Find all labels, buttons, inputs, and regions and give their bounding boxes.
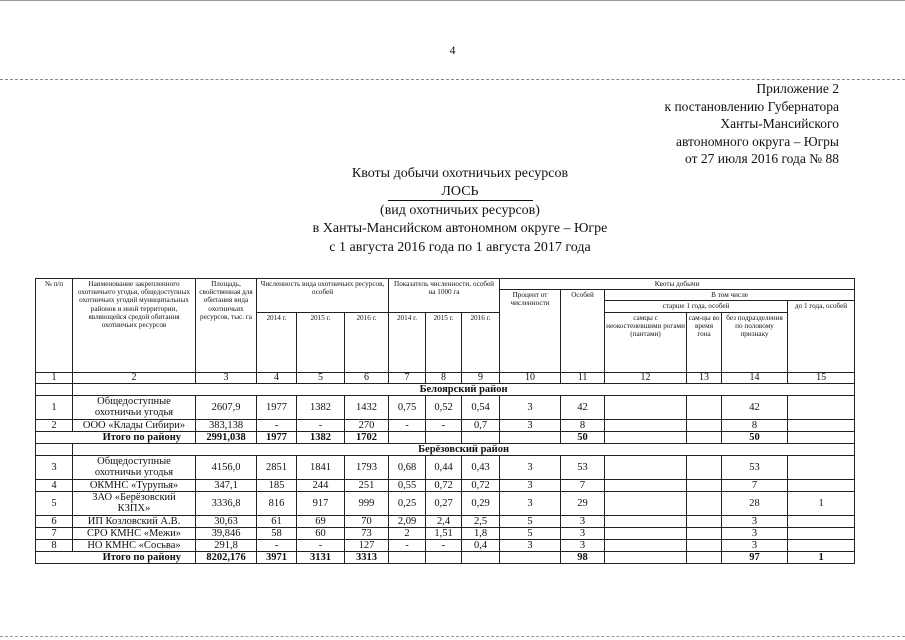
row-pop-2016: 270 [345,419,389,431]
total-quota: 98 [561,551,605,563]
row-number: 3 [36,455,73,479]
total-empty [500,431,561,443]
total-no-sex: 97 [722,551,788,563]
table-row [36,527,855,539]
table-row [36,455,855,479]
district-total-row [36,551,855,563]
row-males-antlers [605,419,687,431]
appendix-header [579,80,839,168]
row-males-rut [687,527,722,539]
row-pop-2016: 251 [345,479,389,491]
row-males-rut [687,419,722,431]
row-area: 3336,8 [196,491,257,515]
row-name: ЗАО «Берёзовский КЗПХ» [73,491,196,515]
column-number: 14 [722,372,788,383]
section-spacer [36,383,73,395]
appendix-line: Приложение 2 [756,81,839,96]
row-no-sex: 3 [722,515,788,527]
table-row [36,395,855,419]
header-year-2014: 2014 г. [389,312,426,372]
row-name: ОКМНС «Турупья» [73,479,196,491]
column-number: 12 [605,372,687,383]
row-density-2015: - [426,419,462,431]
title-line: с 1 августа 2016 года по 1 августа 2017 года [329,239,591,255]
table-row [36,419,855,431]
total-empty [500,551,561,563]
row-name: Общедоступные охотничьи угодья [73,455,196,479]
header-year-2015: 2015 г. [297,312,345,372]
header-total: Особей [561,290,605,372]
row-density-2016: 0,43 [462,455,500,479]
species-name: ЛОСЬ [388,184,533,201]
row-area: 383,138 [196,419,257,431]
row-males-antlers [605,527,687,539]
row-quota-total: 3 [561,515,605,527]
header-year-2016: 2016 г. [345,312,389,372]
row-pop-2014: 61 [257,515,297,527]
row-pop-2016: 1793 [345,455,389,479]
row-quota-total: 53 [561,455,605,479]
row-pop-2014: 58 [257,527,297,539]
row-percent: 3 [500,539,561,551]
total-pop-2015: 1382 [297,431,345,443]
row-percent: 3 [500,479,561,491]
header-quotas: Квоты добычи [500,279,855,290]
row-density-2016: 0,29 [462,491,500,515]
row-males-antlers [605,515,687,527]
column-number: 6 [345,372,389,383]
header-year-2015: 2015 г. [426,312,462,372]
column-number: 3 [196,372,257,383]
row-pop-2016: 70 [345,515,389,527]
row-density-2016: 2,5 [462,515,500,527]
row-pop-2014: 185 [257,479,297,491]
row-males-antlers [605,455,687,479]
header-year-2014: 2014 г. [257,312,297,372]
row-under1 [788,527,855,539]
row-name: НО КМНС «Сосьва» [73,539,196,551]
row-percent: 3 [500,395,561,419]
row-under1 [788,455,855,479]
row-density-2014: 0,25 [389,491,426,515]
row-under1: 1 [788,491,855,515]
row-density-2016: 1,8 [462,527,500,539]
row-density-2014: - [389,539,426,551]
total-empty [605,431,687,443]
row-number: 1 [36,395,73,419]
total-empty [687,551,722,563]
page-number: 4 [449,43,456,57]
row-density-2015: 0,27 [426,491,462,515]
row-density-2015: 0,44 [426,455,462,479]
row-quota-total: 29 [561,491,605,515]
row-pop-2014: - [257,539,297,551]
row-pop-2016: 73 [345,527,389,539]
row-density-2016: 0,54 [462,395,500,419]
row-percent: 5 [500,527,561,539]
row-name: Общедоступные охотничьи угодья [73,395,196,419]
header-num: № п/п [36,279,73,373]
row-no-sex: 7 [722,479,788,491]
row-males-antlers [605,491,687,515]
total-empty [462,551,500,563]
header-population: Численность вида охотничьих ресурсов, особей [257,279,389,313]
total-label: Итого по району [36,431,196,443]
row-no-sex: 3 [722,527,788,539]
row-percent: 3 [500,455,561,479]
row-no-sex: 28 [722,491,788,515]
header-name: Наименование закрепленного охотничьего угодья, общедоступных охотничьих угодий муниципальных районов и иной территории, являющейся средой обитания охотничьих ресурсов [73,279,196,373]
total-empty [462,431,500,443]
total-pop-2014: 3971 [257,551,297,563]
row-number: 4 [36,479,73,491]
row-males-rut [687,479,722,491]
appendix-line: от 27 июля 2016 года № 88 [685,151,839,167]
total-empty [426,551,462,563]
row-males-rut [687,515,722,527]
row-males-rut [687,455,722,479]
section-row [36,383,855,395]
header-area: Площадь, свойственная для обитания вида охотничьих ресурсов, тыс. га [196,279,257,373]
row-area: 347,1 [196,479,257,491]
row-density-2014: 0,68 [389,455,426,479]
row-number: 2 [36,419,73,431]
row-number: 6 [36,515,73,527]
column-numbers-row [36,372,855,383]
section-spacer [36,443,73,455]
row-pop-2015: 60 [297,527,345,539]
title-line: Квоты добычи охотничьих ресурсов [351,166,569,181]
appendix-line: к постановлению Губернатора [664,98,839,114]
column-number: 2 [73,372,196,383]
row-name: СРО КМНС «Межи» [73,527,196,539]
row-pop-2015: - [297,419,345,431]
column-number: 9 [462,372,500,383]
total-empty [605,551,687,563]
row-area: 39,846 [196,527,257,539]
header-incl: В том числе [605,290,855,301]
top-border-line [0,0,905,1]
row-percent: 3 [500,491,561,515]
row-pop-2014: 816 [257,491,297,515]
row-males-antlers [605,539,687,551]
total-pop-2014: 1977 [257,431,297,443]
header-year-2016: 2016 г. [462,312,500,372]
header-no-sex: без подразделения по половому признаку [722,312,788,372]
table-row [36,539,855,551]
row-under1 [788,395,855,419]
section-row [36,443,855,455]
row-males-antlers [605,479,687,491]
total-quota: 50 [561,431,605,443]
row-pop-2015: 69 [297,515,345,527]
row-density-2014: 0,55 [389,479,426,491]
row-no-sex: 8 [722,419,788,431]
header-under1: до 1 года, особей [788,301,855,372]
row-pop-2015: 1382 [297,395,345,419]
row-density-2015: 0,72 [426,479,462,491]
column-number: 8 [426,372,462,383]
total-empty [389,431,426,443]
row-number: 5 [36,491,73,515]
row-pop-2014: 1977 [257,395,297,419]
district-total-row [36,431,855,443]
header-percent: Процент от численности [500,290,561,372]
row-density-2014: - [389,419,426,431]
column-number: 10 [500,372,561,383]
row-pop-2016: 127 [345,539,389,551]
title-line: (вид охотничьих ресурсов) [380,202,540,218]
total-empty [389,551,426,563]
appendix-line: Ханты-Мансийского [720,116,839,132]
column-number: 13 [687,372,722,383]
row-males-antlers [605,395,687,419]
total-label: Итого по району [36,551,196,563]
row-number: 8 [36,539,73,551]
row-males-rut [687,491,722,515]
column-number: 15 [788,372,855,383]
row-density-2014: 2 [389,527,426,539]
row-under1 [788,479,855,491]
row-density-2014: 2,09 [389,515,426,527]
row-pop-2016: 999 [345,491,389,515]
total-area: 8202,176 [196,551,257,563]
total-empty [426,431,462,443]
total-under1 [788,431,855,443]
table-row [36,515,855,527]
total-no-sex: 50 [722,431,788,443]
quota-table [35,278,855,564]
total-area: 2991,038 [196,431,257,443]
column-number: 7 [389,372,426,383]
total-empty [687,431,722,443]
row-area: 2607,9 [196,395,257,419]
total-under1: 1 [788,551,855,563]
row-no-sex: 3 [722,539,788,551]
total-pop-2015: 3131 [297,551,345,563]
row-under1 [788,539,855,551]
row-density-2016: 0,7 [462,419,500,431]
row-quota-total: 3 [561,527,605,539]
column-number: 5 [297,372,345,383]
table-row [36,479,855,491]
column-number: 4 [257,372,297,383]
row-pop-2016: 1432 [345,395,389,419]
row-percent: 5 [500,515,561,527]
header-males-antlers: самцы с неокостеневшими рогами (пантами) [605,312,687,372]
row-pop-2014: 2851 [257,455,297,479]
row-area: 30,63 [196,515,257,527]
row-percent: 3 [500,419,561,431]
title-line: в Ханты-Мансийском автономном округе – Югре [312,221,608,237]
section-title: Белоярский район [73,383,855,395]
row-pop-2015: 917 [297,491,345,515]
row-quota-total: 3 [561,539,605,551]
bottom-border-line [0,636,905,637]
total-pop-2016: 1702 [345,431,389,443]
total-pop-2016: 3313 [345,551,389,563]
row-no-sex: 42 [722,395,788,419]
row-name: ООО «Клады Сибири» [73,419,196,431]
row-number: 7 [36,527,73,539]
row-quota-total: 42 [561,395,605,419]
row-males-rut [687,539,722,551]
row-males-rut [687,395,722,419]
header-males-rut: сам-цы во время гона [687,312,722,372]
row-quota-total: 8 [561,419,605,431]
section-title: Берёзовский район [73,443,855,455]
row-area: 291,8 [196,539,257,551]
appendix-line: автономного округа – Югры [676,133,839,149]
row-name: ИП Козловский А.В. [73,515,196,527]
row-quota-total: 7 [561,479,605,491]
row-density-2015: 2,4 [426,515,462,527]
row-under1 [788,515,855,527]
row-density-2016: 0,4 [462,539,500,551]
row-pop-2015: - [297,539,345,551]
row-density-2015: - [426,539,462,551]
row-under1 [788,419,855,431]
row-density-2014: 0,75 [389,395,426,419]
row-pop-2015: 244 [297,479,345,491]
row-area: 4156,0 [196,455,257,479]
header-density: Показатель численности, особей на 1000 га [389,279,500,313]
column-number: 11 [561,372,605,383]
table-row [36,491,855,515]
row-density-2015: 1,51 [426,527,462,539]
row-density-2016: 0,72 [462,479,500,491]
header-older: старше 1 года, особей [605,301,788,312]
document-title [230,165,690,257]
row-density-2015: 0,52 [426,395,462,419]
column-number: 1 [36,372,73,383]
row-pop-2015: 1841 [297,455,345,479]
row-no-sex: 53 [722,455,788,479]
row-pop-2014: - [257,419,297,431]
